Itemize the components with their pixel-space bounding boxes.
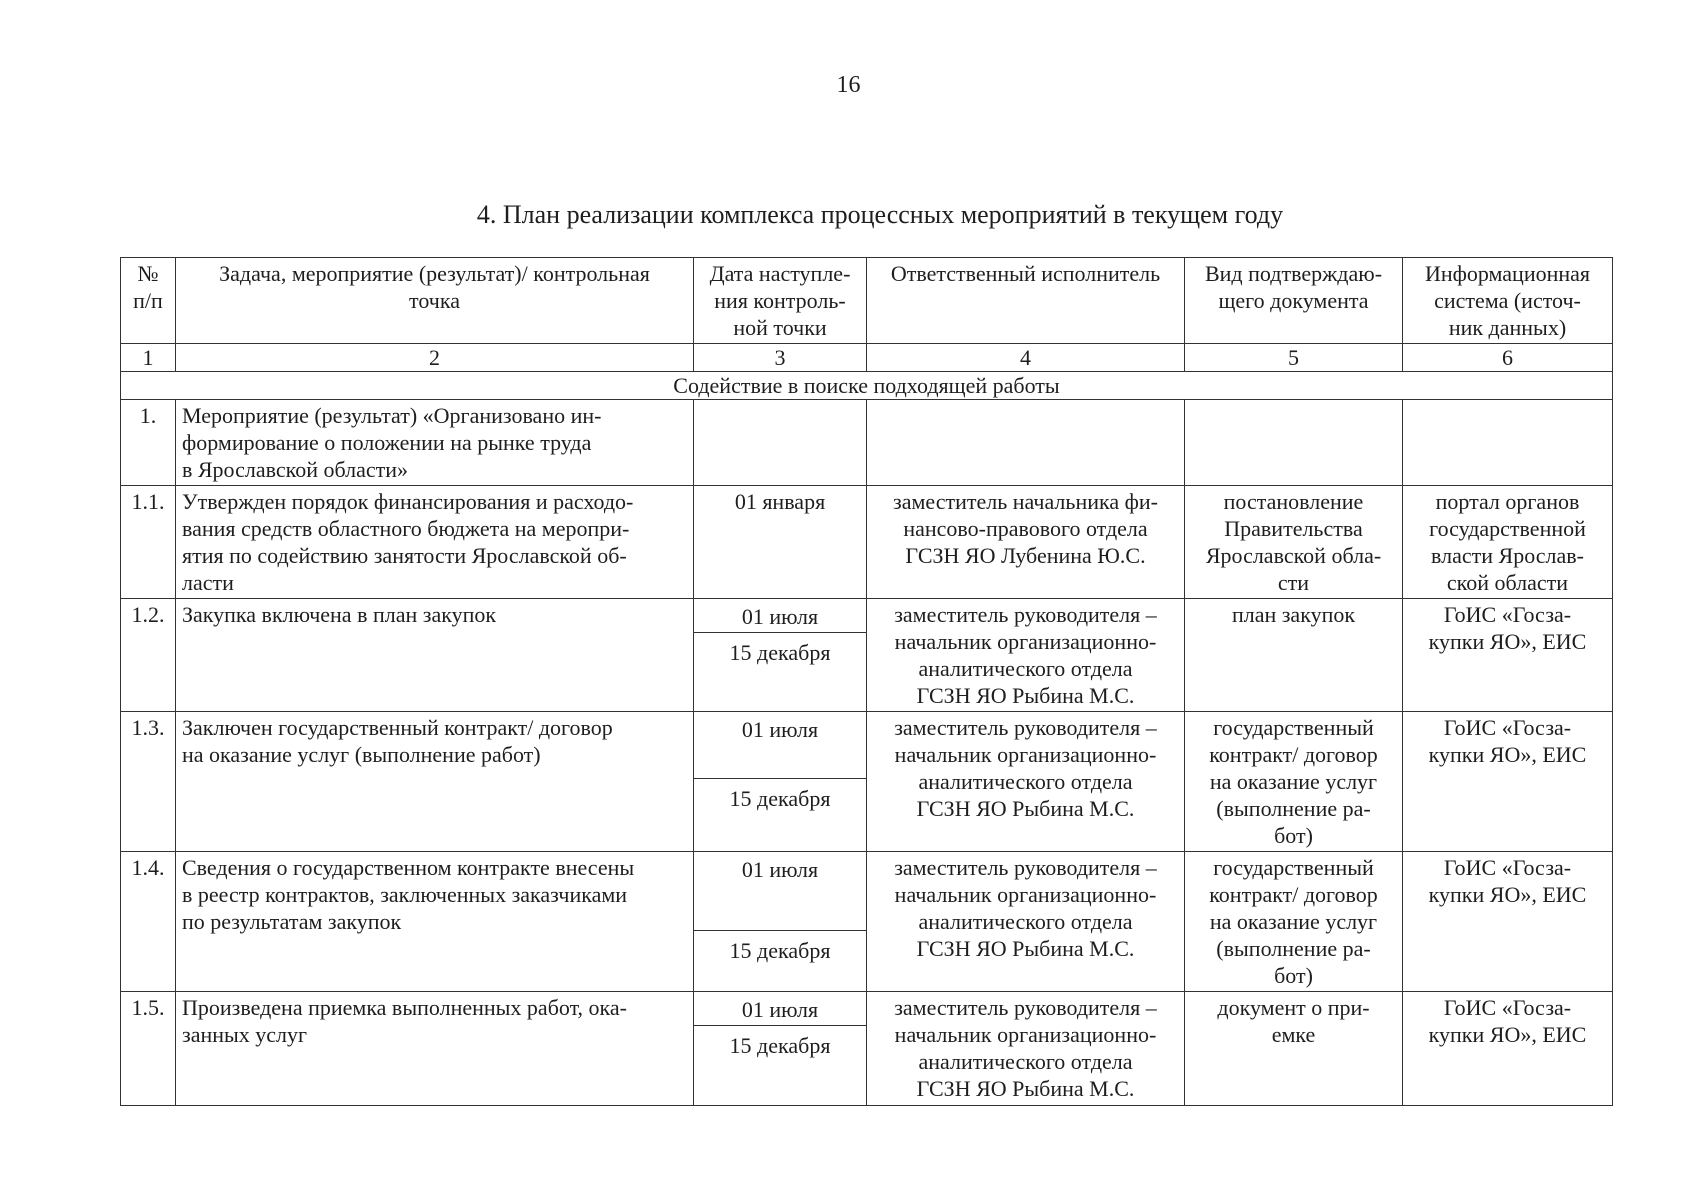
row-dates [694, 992, 867, 1106]
section-title: Содействие в поиске подходящей работы [121, 372, 1613, 400]
row-task: Закупка включена в план закупок [176, 599, 694, 712]
row-executor [867, 400, 1185, 486]
section-row [121, 372, 1613, 400]
control-date-start: 01 июля [694, 992, 866, 1026]
row-dates [694, 599, 867, 712]
column-number-row [121, 344, 1613, 372]
header-row [121, 258, 1613, 344]
table-row [121, 400, 1613, 486]
row-date: 01 января [694, 486, 867, 599]
row-document: план закупок [1185, 599, 1403, 712]
row-number: 1.3. [121, 712, 176, 852]
control-date-end: 15 декабря [729, 938, 831, 963]
row-system: портал органов государственной власти Ярослав- ской области [1403, 486, 1613, 599]
table-row [121, 852, 1613, 992]
header-task: Задача, мероприятие (результат)/ контрольная точка [176, 258, 694, 344]
row-executor: заместитель руководителя – начальник организационно- аналитического отдела ГСЗН ЯО Рыбина М.С. [867, 852, 1185, 992]
row-executor: заместитель руководителя – начальник организационно- аналитического отдела ГСЗН ЯО Рыбина М.С. [867, 992, 1185, 1106]
row-system: ГоИС «Госза- купки ЯО», ЕИС [1403, 852, 1613, 992]
header-date: Дата наступле- ния контроль- ной точки [694, 258, 867, 344]
control-date-start: 01 июля [694, 712, 866, 779]
column-number: 1 [121, 344, 176, 372]
page-number: 16 [836, 72, 861, 98]
row-task: Мероприятие (результат) «Организовано ин- формирование о положении на рынке труда в Ярославской области» [176, 400, 694, 486]
control-date-end: 15 декабря [729, 786, 831, 811]
row-document: государственный контракт/ договор на оказание услуг (выполнение ра- бот) [1185, 852, 1403, 992]
column-number: 3 [694, 344, 867, 372]
row-document: государственный контракт/ договор на оказание услуг (выполнение ра- бот) [1185, 712, 1403, 852]
row-system: ГоИС «Госза- купки ЯО», ЕИС [1403, 599, 1613, 712]
table-row [121, 992, 1613, 1106]
page-title: 4. План реализации комплекса процессных мероприятий в текущем году [476, 200, 1284, 229]
plan-table [120, 257, 1613, 1106]
row-number: 1.1. [121, 486, 176, 599]
control-date-start: 01 июля [694, 599, 866, 633]
header-document: Вид подтверждаю- щего документа [1185, 258, 1403, 344]
column-number: 5 [1185, 344, 1403, 372]
table-row [121, 599, 1613, 712]
row-date [694, 400, 867, 486]
row-task: Заключен государственный контракт/ договор на оказание услуг (выполнение работ) [176, 712, 694, 852]
row-system: ГоИС «Госза- купки ЯО», ЕИС [1403, 712, 1613, 852]
row-executor: заместитель начальника фи- нансово-правового отдела ГСЗН ЯО Лубенина Ю.С. [867, 486, 1185, 599]
header-number: № п/п [121, 258, 176, 344]
table-row [121, 712, 1613, 852]
control-date-end: 15 декабря [729, 640, 831, 665]
column-number: 2 [176, 344, 694, 372]
table-row [121, 486, 1613, 599]
row-document: документ о при- емке [1185, 992, 1403, 1106]
row-executor: заместитель руководителя – начальник организационно- аналитического отдела ГСЗН ЯО Рыбина М.С. [867, 712, 1185, 852]
row-dates [694, 712, 867, 852]
control-date-end: 15 декабря [729, 1033, 831, 1058]
control-date-start: 01 июля [694, 852, 866, 931]
row-executor: заместитель руководителя – начальник организационно- аналитического отдела ГСЗН ЯО Рыбина М.С. [867, 599, 1185, 712]
row-number: 1.2. [121, 599, 176, 712]
row-document [1185, 400, 1403, 486]
row-number: 1.4. [121, 852, 176, 992]
column-number: 4 [867, 344, 1185, 372]
row-number: 1. [121, 400, 176, 486]
row-document: постановление Правительства Ярославской обла- сти [1185, 486, 1403, 599]
row-system: ГоИС «Госза- купки ЯО», ЕИС [1403, 992, 1613, 1106]
row-number: 1.5. [121, 992, 176, 1106]
row-dates [694, 852, 867, 992]
row-task: Произведена приемка выполненных работ, ока- занных услуг [176, 992, 694, 1106]
header-system: Информационная система (источ- ник данных) [1403, 258, 1613, 344]
header-executor: Ответственный исполнитель [867, 258, 1185, 344]
row-system [1403, 400, 1613, 486]
column-number: 6 [1403, 344, 1613, 372]
row-task: Сведения о государственном контракте внесены в реестр контрактов, заключенных заказчиками по результатам закупок [176, 852, 694, 992]
row-task: Утвержден порядок финансирования и расходо- вания средств областного бюджета на меропри- ятия по содействию занятости Ярославской об- ласти [176, 486, 694, 599]
